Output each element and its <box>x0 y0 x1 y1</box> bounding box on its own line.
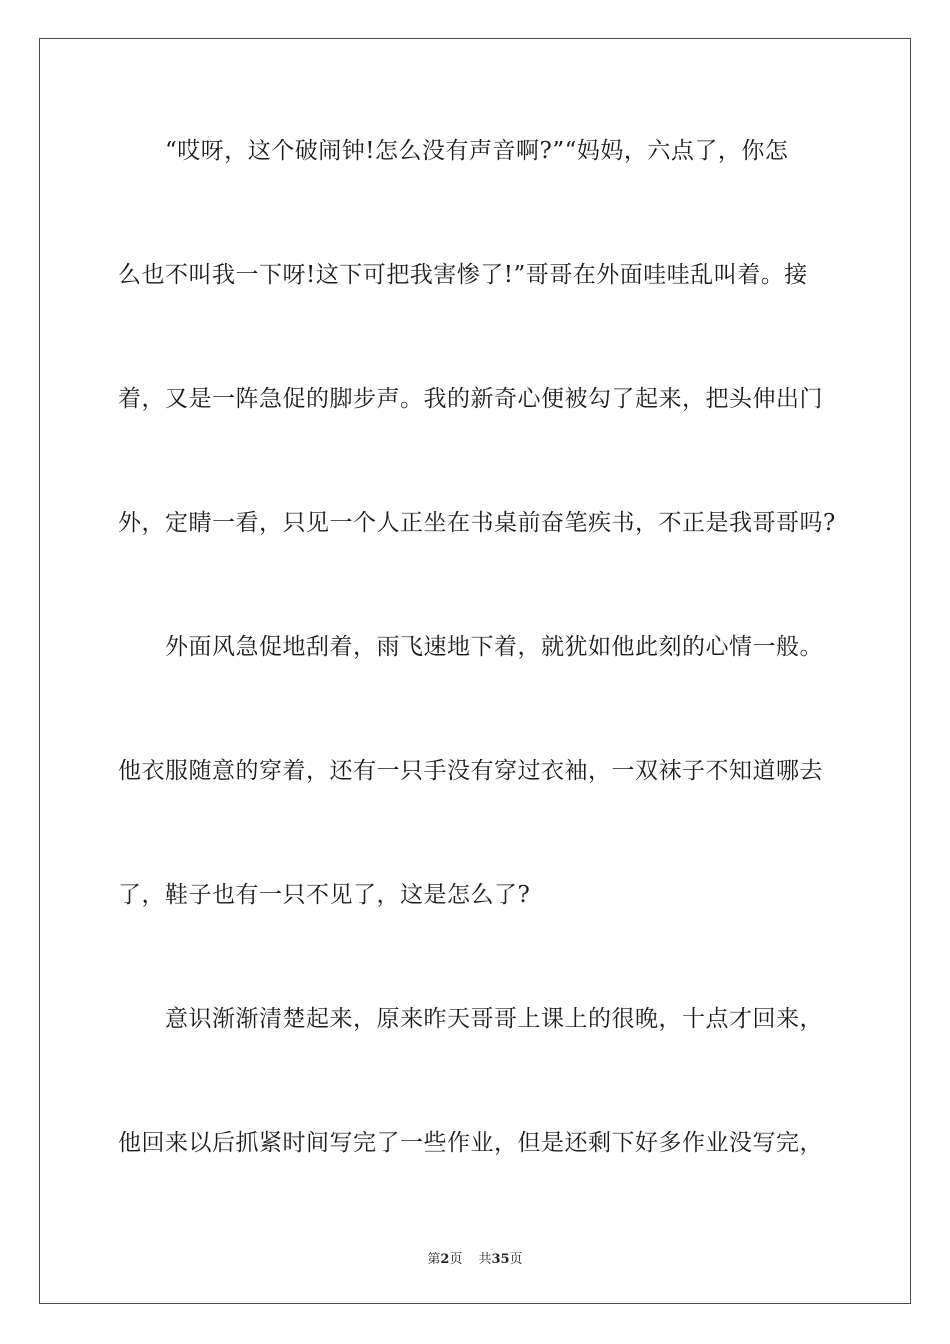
page-border <box>39 38 911 1304</box>
total-pages-number: 35 <box>491 1252 510 1267</box>
page-footer <box>0 1248 950 1267</box>
text-line-4: 外，定睛一看，只见一个人正坐在书桌前奋笔疾书，不正是我哥哥吗? <box>118 510 836 536</box>
text-line-3: 着，又是一阵急促的脚步声。我的新奇心便被勾了起来，把头伸出门 <box>118 386 823 412</box>
text-line-1: “哎呀，这个破闹钟!怎么没有声音啊?”“妈妈，六点了，你怎 <box>118 138 789 164</box>
total-prefix: 共 <box>478 1252 492 1267</box>
text-line-7: 了，鞋子也有一只不见了，这是怎么了? <box>118 882 531 908</box>
text-line-2: 么也不叫我一下呀!这下可把我害惨了!”哥哥在外面哇哇乱叫着。接 <box>118 262 808 288</box>
page-prefix: 第 <box>427 1252 441 1267</box>
text-line-5: 外面风急促地刮着，雨飞速地下着，就犹如他此刻的心情一般。 <box>118 634 823 660</box>
text-line-8: 意识渐渐清楚起来，原来昨天哥哥上课上的很晚，十点才回来， <box>118 1006 823 1032</box>
text-line-6: 他衣服随意的穿着，还有一只手没有穿过衣袖，一双袜子不知道哪去 <box>118 758 823 784</box>
text-line-9: 他回来以后抓紧时间写完了一些作业，但是还剩下好多作业没写完， <box>118 1130 823 1156</box>
current-page-number: 2 <box>440 1252 450 1267</box>
total-suffix: 页 <box>509 1252 523 1267</box>
page-suffix: 页 <box>449 1252 463 1267</box>
